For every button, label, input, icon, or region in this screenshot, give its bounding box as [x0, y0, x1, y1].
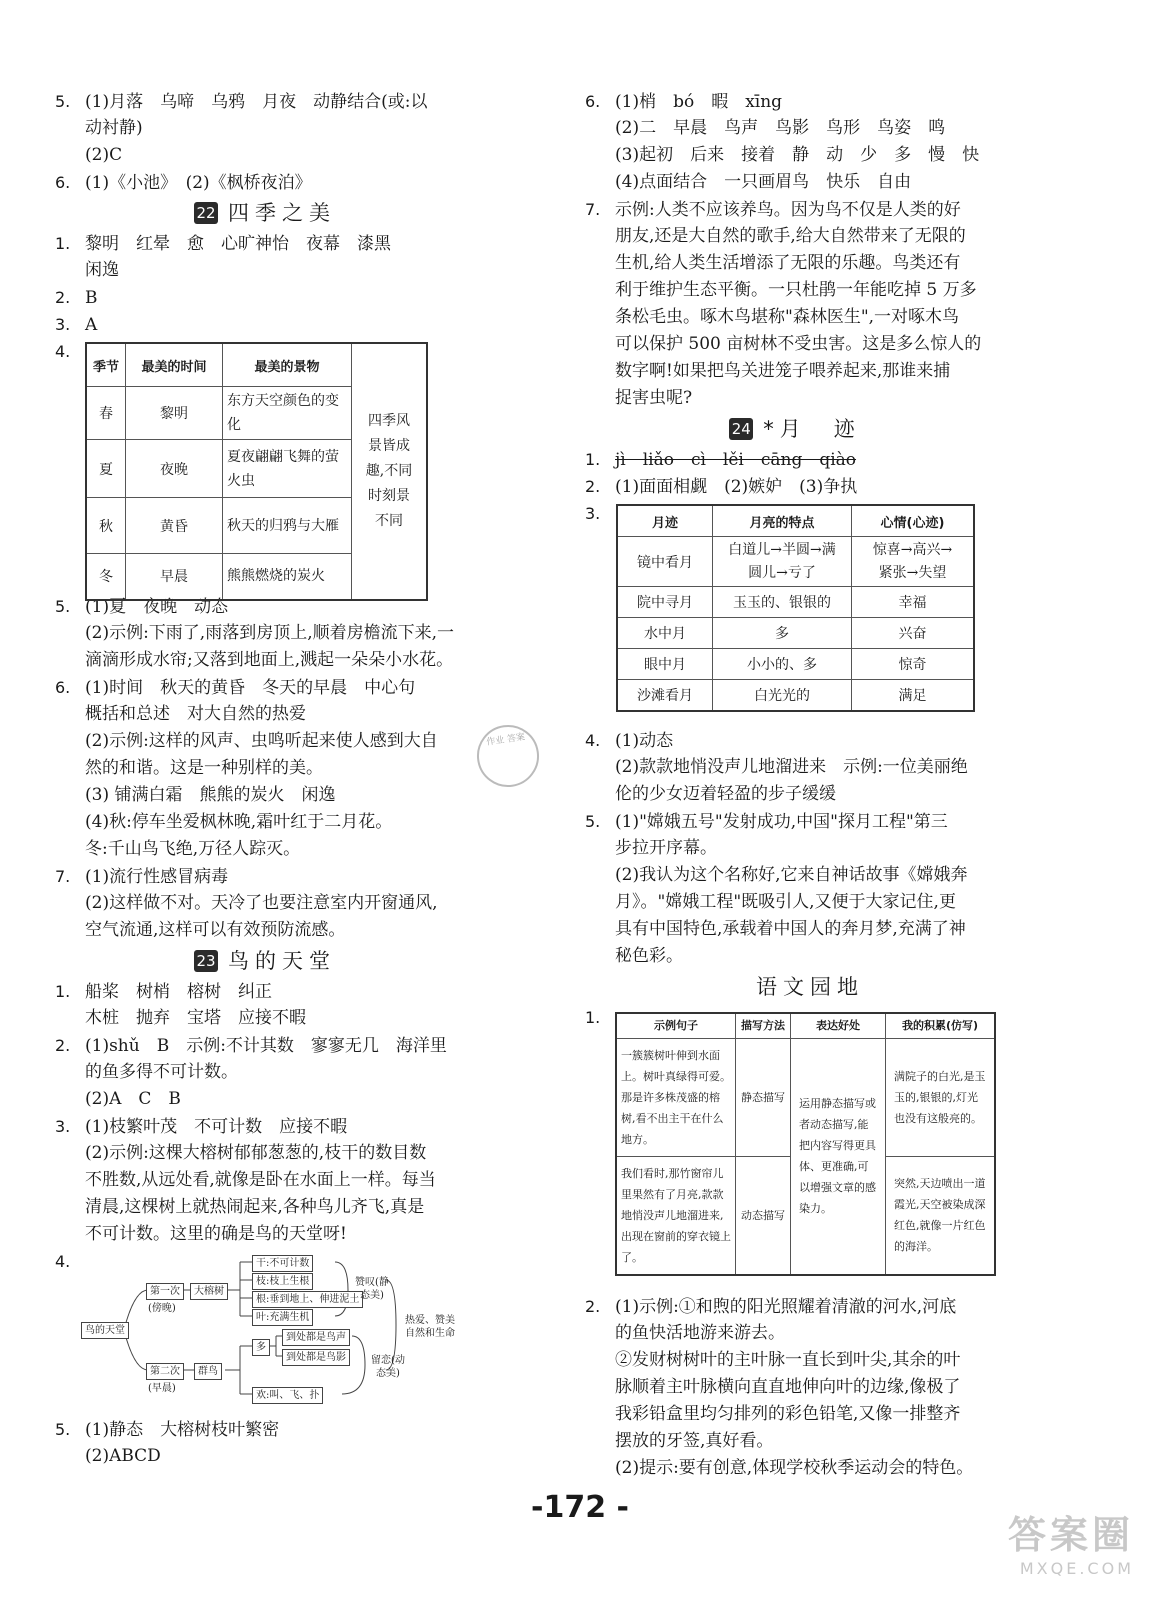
table-cell: 早晨: [126, 554, 223, 600]
header-cell: 心情(心迹): [852, 505, 975, 537]
q-number: 1.: [585, 1008, 601, 1027]
answer-line: 数字啊!如果把鸟关进笼子喂养起来,那谁来捕: [615, 361, 951, 381]
q1-line: [55, 978, 475, 1005]
table-cell: 院中寻月: [617, 587, 713, 618]
answer-line: 不可计数。这里的确是鸟的天堂呀!: [85, 1224, 347, 1244]
table-cell: 冬: [86, 554, 126, 600]
table-cell: 夜晚: [126, 440, 223, 498]
answer-line: (2)款款地悄没声儿地溜进来 示例:一位美丽绝: [615, 757, 968, 777]
answer-line: 闲逸: [85, 260, 119, 280]
mindmap-node: 欢:叫、飞、扑: [252, 1387, 323, 1404]
mindmap-label: 热爱、赞美自然和生命: [405, 1315, 455, 1339]
moon-traces-table: [616, 504, 975, 712]
section-23-heading: [55, 944, 475, 978]
q-number: 2.: [585, 477, 601, 496]
lesson-title: *月 迹: [763, 417, 861, 441]
table-cell: 玉玉的、银银的: [713, 587, 852, 618]
answer-text: (1)示例:①和煦的阳光照耀着清澈的河水,河底: [615, 1297, 957, 1317]
table-cell: 东方天空颜色的变化: [223, 387, 352, 440]
table-row: [616, 1039, 995, 1157]
summary-cell: 四季风景皆成趣,不同时刻景不同: [352, 343, 428, 600]
answer-line: 月》。"嫦娥工程"既吸引人,又便于大家记住,更: [615, 892, 956, 912]
table-cell: 突然,天边喷出一道霞光,天空被染成深红色,就像一片红色的海洋。: [886, 1157, 996, 1275]
table-row: [617, 649, 974, 680]
answer-line: 利于维护生态平衡。一只杜鹃一年能吃掉 5 万多: [615, 280, 977, 300]
table-cell: 动态描写: [736, 1157, 791, 1275]
answer-line: (2)提示:要有创意,体现学校秋季运动会的特色。: [615, 1458, 974, 1478]
q-number: 4.: [585, 731, 601, 750]
table-cell: 幸福: [852, 587, 975, 618]
mindmap-node: 到处都是鸟声: [282, 1329, 350, 1346]
lesson-title: 四季之美: [228, 201, 336, 225]
q-number: 1.: [55, 234, 71, 253]
answer-line: (2)示例:下雨了,雨落到房顶上,顺着房檐流下来,一: [85, 623, 455, 643]
seasons-table: [85, 342, 428, 601]
mindmap-node: 到处都是鸟影: [282, 1349, 350, 1366]
answer-line: 动衬静): [85, 118, 143, 138]
answer-line: ②发财树树叶的主叶脉一直长到叶尖,其余的叶: [615, 1350, 961, 1370]
answer-line: 条松毛虫。啄木鸟堪称"森林医生",一对啄木鸟: [615, 307, 960, 327]
q6-line: [55, 674, 475, 701]
answer-line: 的鱼快活地游来游去。: [615, 1323, 785, 1343]
table-header-row: [86, 343, 427, 387]
section-24-heading: [585, 412, 1005, 446]
q-number: 3.: [585, 504, 601, 523]
table-row: [617, 618, 974, 649]
q-number: 3.: [55, 315, 71, 334]
mindmap-node: 第一次: [146, 1283, 184, 1300]
mindmap-label: 赞叹(静态美): [355, 1277, 389, 1301]
answer-text: (1)《小池》 (2)《枫桥夜泊》: [85, 173, 312, 193]
table-row: [617, 680, 974, 711]
table-row: [617, 587, 974, 618]
mindmap-node: 多: [252, 1339, 270, 1356]
mindmap-node: 大榕树: [190, 1283, 228, 1300]
answer-text: jì liǎo cì lěi cāng qiào: [615, 450, 857, 470]
q5-line: [55, 1416, 475, 1443]
lesson-number-badge: 24: [729, 418, 753, 440]
q-number: 3.: [55, 1117, 71, 1136]
writing-methods-table: [615, 1012, 996, 1276]
q-number: 7.: [55, 867, 71, 886]
q-number: 6.: [55, 173, 71, 192]
answer-line: (2)C: [85, 145, 123, 165]
table-cell: 夏: [86, 440, 126, 498]
table-header-row: [617, 505, 974, 537]
table-cell: 惊喜→高兴→紧张→失望: [852, 537, 975, 587]
answer-line: (4)秋:停车坐爱枫林晚,霜叶红于二月花。: [85, 812, 393, 832]
table-cell: 秋: [86, 498, 126, 554]
header-cell: 最美的时间: [126, 343, 223, 387]
q6-line: [55, 169, 475, 196]
table-cell: 秋天的归鸦与大雁: [223, 498, 352, 554]
answer-text: (1)月落 乌啼 乌鸦 月夜 动静结合(或:以: [85, 92, 428, 112]
header-cell: 我的积累(仿写): [886, 1013, 996, 1039]
answer-line: 捉害虫呢?: [615, 388, 693, 408]
q7-line: [55, 863, 475, 890]
mindmap-label: (早晨): [148, 1383, 176, 1394]
answer-line: 生机,给人类生活增添了无限的乐趣。鸟类还有: [615, 253, 961, 273]
table-cell: 夏夜翩翩飞舞的萤火虫: [223, 440, 352, 498]
yuwen-yuandi-heading: 语文园地: [756, 975, 864, 999]
header-cell: 月亮的特点: [713, 505, 852, 537]
answer-text: (1)"嫦娥五号"发射成功,中国"探月工程"第三: [615, 812, 948, 832]
answer-line: (2)示例:这棵大榕树郁郁葱葱的,枝干的数目数: [85, 1143, 427, 1163]
section-22-heading: [55, 196, 475, 230]
table-cell: 水中月: [617, 618, 713, 649]
table-row: [617, 537, 974, 587]
q-number: 4.: [55, 1252, 71, 1271]
answer-line: 清晨,这棵树上就热闹起来,各种鸟儿齐飞,真是: [85, 1197, 425, 1217]
answer-line: 的鱼多得不可计数。: [85, 1062, 238, 1082]
q-number: 1.: [585, 450, 601, 469]
answer-line: 秘色彩。: [615, 946, 683, 966]
answer-line: (4)点面结合 一只画眉鸟 快乐 自由: [615, 172, 912, 192]
watermark: [954, 1504, 1134, 1582]
q-number: 2.: [55, 288, 71, 307]
q-number: 2.: [55, 1036, 71, 1055]
answer-text: (1)静态 大榕树枝叶繁密: [85, 1420, 280, 1440]
table-cell: 黎明: [126, 387, 223, 440]
q2-line: [55, 1032, 475, 1059]
q-number: 5.: [55, 92, 71, 111]
q-number: 1.: [55, 982, 71, 1001]
q3-line: [55, 311, 475, 338]
answer-text: 黎明 红晕 愈 心旷神怡 夜幕 漆黑: [85, 234, 391, 254]
table-cell: 眼中月: [617, 649, 713, 680]
q7-line: [585, 196, 1005, 223]
mindmap-node: 枝:枝上生根: [252, 1273, 313, 1290]
answer-text: (1)梢 bó 暇 xīng: [615, 92, 783, 112]
answer-text: B: [85, 288, 98, 308]
birds-paradise-mindmap: [80, 1250, 480, 1410]
q4-line: [585, 727, 1005, 754]
answer-line: (3) 铺满白霜 熊熊的炭火 闲逸: [85, 785, 336, 805]
table-cell: 多: [713, 618, 852, 649]
answer-line: (2)二 早晨 鸟声 鸟影 鸟形 鸟姿 鸣: [615, 118, 946, 138]
q6-line: [585, 88, 1005, 115]
answer-line: 空气流通,这样可以有效预防流感。: [85, 920, 346, 940]
q1-line: [55, 230, 475, 257]
q-number: 6.: [585, 92, 601, 111]
answer-text: (1)夏 夜晚 动态: [85, 597, 229, 617]
q1-line: [585, 446, 1005, 473]
mindmap-label: (傍晚): [148, 1303, 176, 1314]
lesson-title: 鸟的天堂: [228, 949, 336, 973]
q2-line: [585, 473, 1005, 500]
q3-line: [55, 1113, 475, 1140]
watermark-url: MXQE.COM: [1019, 1559, 1134, 1578]
answer-line: 不胜数,从远处看,就像是卧在水面上一样。每当: [85, 1170, 436, 1190]
answer-line: 然的和谐。这是一种别样的美。: [85, 758, 323, 778]
answer-line: 我彩铅盒里均匀排列的彩色铅笔,又像一排整齐: [615, 1404, 961, 1424]
answer-line: 滴滴形成水帘;又落到地面上,溅起一朵朵小水花。: [85, 650, 454, 670]
q-number: 5.: [55, 597, 71, 616]
answer-line: 脉顺着主叶脉横向直直地伸向叶的边缘,像极了: [615, 1377, 961, 1397]
mindmap-node: 群鸟: [194, 1363, 222, 1380]
mindmap-node: 叶:充满生机: [252, 1309, 313, 1326]
table-cell: 白道儿→半圆→满圆儿→亏了: [713, 537, 852, 587]
mindmap-node: 根:垂到地上、伸进泥土: [252, 1291, 363, 1308]
header-cell: 最美的景物: [223, 343, 352, 387]
answer-text: (1)枝繁叶茂 不可计数 应接不暇: [85, 1117, 348, 1137]
table-cell: 黄昏: [126, 498, 223, 554]
q5-line: [55, 88, 475, 115]
answer-line: (2)A C B: [85, 1089, 181, 1109]
header-cell: 示例句子: [616, 1013, 736, 1039]
answer-line: 伦的少女迈着轻盈的步子缓缓: [615, 784, 836, 804]
table-cell: 熊熊燃烧的炭火: [223, 554, 352, 600]
table-cell: 满院子的白光,是玉玉的,银银的,灯光也没有这般亮的。: [886, 1039, 996, 1157]
q-number: 6.: [55, 678, 71, 697]
homework-stamp: 作业 答案: [473, 721, 543, 791]
q-number: 4.: [55, 342, 71, 361]
table-cell: 我们看时,那竹窗帘儿里果然有了月亮,款款地悄没声儿地溜进来,出现在窗前的穿衣镜上了。: [616, 1157, 736, 1275]
mindmap-label: 留恋(动态美): [371, 1355, 405, 1379]
answer-line: 可以保护 500 亩树林不受虫害。这是多么惊人的: [615, 334, 982, 354]
answer-line: 概括和总述 对大自然的热爱: [85, 704, 306, 724]
q2-line: [55, 284, 475, 311]
table-cell: 小小的、多: [713, 649, 852, 680]
answer-line: 具有中国特色,承载着中国人的奔月梦,充满了神: [615, 919, 966, 939]
header-cell: 表达好处: [791, 1013, 886, 1039]
q-number: 7.: [585, 200, 601, 219]
answer-text: (1)shǔ B 示例:不计其数 寥寥无几 海洋里: [85, 1036, 447, 1056]
answer-text: 船桨 树梢 榕树 纠正: [85, 982, 272, 1002]
table-cell: 惊奇: [852, 649, 975, 680]
answer-line: 摆放的牙签,真好看。: [615, 1431, 774, 1451]
q-number: 5.: [55, 1420, 71, 1439]
table-cell: 一簇簇树叶伸到水面上。树叶真绿得可爱。那是许多株茂盛的榕树,看不出主干在什么地方。: [616, 1039, 736, 1157]
answer-text: A: [85, 315, 98, 335]
q-number: 5.: [585, 812, 601, 831]
mindmap-node: 干:不可计数: [252, 1255, 313, 1272]
header-cell: 月迹: [617, 505, 713, 537]
answer-line: (3)起初 后来 接着 静 动 少 多 慢 快: [615, 145, 980, 165]
answer-line: (2)ABCD: [85, 1446, 161, 1466]
answer-text: (1)流行性感冒病毒: [85, 867, 229, 887]
q2-line: [585, 1293, 1005, 1320]
lesson-number-badge: 22: [194, 202, 218, 224]
answer-line: (2)我认为这个名称好,它来自神话故事《嫦娥奔: [615, 865, 968, 885]
table-header-row: [616, 1013, 995, 1039]
table-cell: 运用静态描写或者动态描写,能把内容写得更具体、更准确,可以增强文章的感染力。: [791, 1039, 886, 1275]
q-number: 2.: [585, 1297, 601, 1316]
answer-text: (1)时间 秋天的黄昏 冬天的早晨 中心句: [85, 678, 416, 698]
answer-line: 木桩 抛弃 宝塔 应接不暇: [85, 1008, 306, 1028]
answer-line: (2)示例:这样的风声、虫鸣听起来使人感到大自: [85, 731, 438, 751]
table-cell: 静态描写: [736, 1039, 791, 1157]
answer-text: (1)面面相觑 (2)嫉妒 (3)争执: [615, 477, 858, 497]
table-cell: 白光光的: [713, 680, 852, 711]
watermark-logo-text: 答案圈: [1007, 1513, 1134, 1557]
lesson-number-badge: 23: [194, 950, 218, 972]
answer-text: (1)动态: [615, 731, 674, 751]
answer-text: 示例:人类不应该养鸟。因为鸟不仅是人类的好: [615, 200, 961, 220]
table-cell: 满足: [852, 680, 975, 711]
page-number: -172 -: [531, 1490, 629, 1525]
mindmap-node: 第二次: [146, 1363, 184, 1380]
table-cell: 沙滩看月: [617, 680, 713, 711]
q5-line: [585, 808, 1005, 835]
answer-line: 朋友,还是大自然的歌手,给大自然带来了无限的: [615, 226, 966, 246]
answer-line: 步拉开序幕。: [615, 838, 717, 858]
header-cell: 描写方法: [736, 1013, 791, 1039]
table-cell: 镜中看月: [617, 537, 713, 587]
answer-line: (2)这样做不对。天冷了也要注意室内开窗通风,: [85, 893, 438, 913]
table-cell: 春: [86, 387, 126, 440]
header-cell: 季节: [86, 343, 126, 387]
table-cell: 兴奋: [852, 618, 975, 649]
mindmap-root: 鸟的天堂: [81, 1322, 129, 1339]
answer-line: 冬:千山鸟飞绝,万径人踪灭。: [85, 839, 301, 859]
